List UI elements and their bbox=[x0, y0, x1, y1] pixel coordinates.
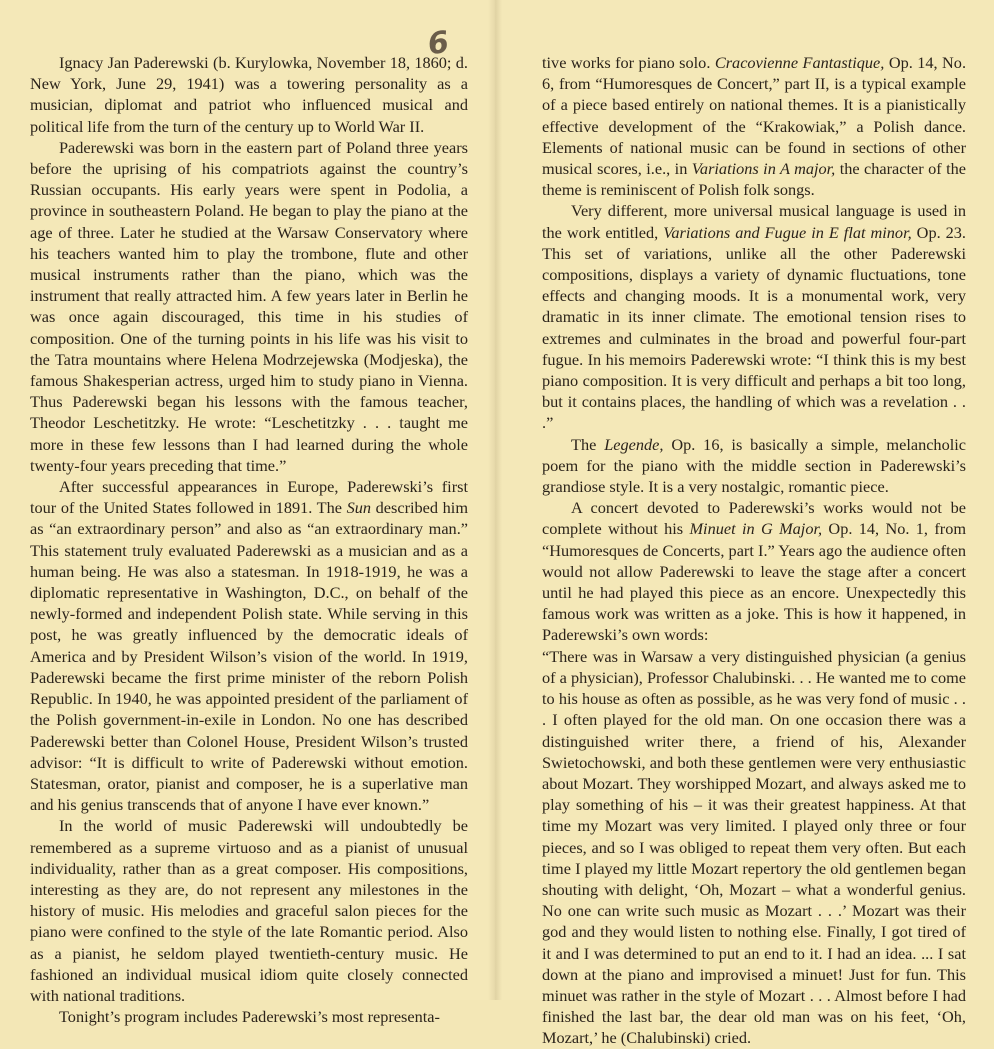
text-span: Op. 23. This set of variations, unlike all the other Paderewski compositions, displays a variety of dynamic fluctuations, tone effects and changing moods. It is a monumental work, very dramatic in its inner climate. The emotional tension rises to extremes and culminates in the broad and powerful four-part fugue. In his memoirs Paderewski wrote: “I think this is my best piano composition. It is very difficult and perhaps a bit too long, but it contains places, the handling of which was a revelation . . .” bbox=[542, 222, 967, 433]
text-span: The bbox=[571, 434, 605, 454]
paragraph-legende bbox=[542, 434, 966, 498]
text-span: tive works for piano solo. bbox=[542, 53, 715, 72]
quote-block: “There was in Warsaw a very distinguished physician (a genius of a physician), Professor Chalubinski. . . He wanted me to come to his house as often as possible, as he was very fond of music . . . I often played for the old man. On one occasion there was a distinguished writer there, a friend of his, Alexander Swietochowski, and both these gentlemen were very enthusiastic about Mozart. They worshipped Mozart, and always asked me to play something of his – it was their greatest happiness. At that time my Mozart was very limited. I played only three or four pieces, and so I was obliged to repeat them very often. But each time I played my little Mozart repertory the old gentlemen began shouting with delight, ‘Oh, Mozart – what a wonderful genius. No one can write such music as Mozart . . .’ Mozart was their god and they would listen to nothing else. Finally, I got tired of it and I was determined to put an end to it. I had an idea. ... I sat down at the piano and improvised a minuet! Just for fun. This minuet was rather in the style of Mozart . . . Almost before I had finished the last bar, the dear old man was on his feet, ‘Oh, Mozart,’ he (Chalubinski) cried. bbox=[542, 646, 966, 1048]
work-title: Variations and Fugue in E flat minor, bbox=[663, 222, 912, 242]
text-span: the character of the theme is reminiscent of Polish folk songs. bbox=[542, 159, 966, 200]
work-title: Variations in A major, bbox=[691, 159, 836, 179]
text-span: Very different, more universal musical language is used in the work entitled, bbox=[542, 201, 966, 242]
work-title: Legende, bbox=[604, 434, 664, 454]
text-span: A concert devoted to Paderewski’s works would not be complete without his bbox=[542, 498, 966, 539]
text-span: described him as “an extraordinary person” and also as “an extraordinary man.” This statement truly evaluated Paderewski as a musician and as a human being. He was also a statesman. In 1918-1919, he was a diplomatic representative in Washington, D.C., on behalf of the newly-formed and independent Polish state. While serving in this post, he was greatly influenced by the democratic ideals of America and by President Wilson’s vision of the world. In 1919, Paderewski became the first prime minister of the reborn Polish Republic. In 1940, he was appointed president of the parliament of the Polish government-in-exile in London. No one has described Paderewski better than Colonel House, President Wilson’s trusted advisor: “It is difficult to write of Paderewski without emotion. Statesman, orator, pianist and composer, he is a superlative man and his genius transcends that of anyone I have ever known.” bbox=[30, 498, 468, 815]
paragraph-program-start: Tonight’s program includes Paderewski’s most representa- bbox=[59, 1007, 440, 1027]
paragraph-intro: Ignacy Jan Paderewski (b. Kurylowka, November 18, 1860; d. New York, June 29, 1941) was a towering personality as a musician, diplomat and patriot who influenced musical and political life from the turn of the century up to World War II. bbox=[30, 53, 468, 136]
text-span: Op. 14, No. 6, from “Humoresques de Concert,” part II, is a typical example of a piece based entirely on national themes. It is a pianistically effective development of the “Krakowiak,” a Polish dance. Elements of national music can be found in sections of other musical scores, i.e., in bbox=[542, 53, 967, 179]
work-title: Minuet in G Major, bbox=[689, 519, 823, 539]
paragraph-cracovienne bbox=[542, 52, 966, 200]
text-span: Op. 14, No. 1, from “Humoresques de Concerts, part I.” Years ago the audience often would not allow Paderewski to leave the stage after a concert until he had played this piece as an encore. Unexpectedly this famous work was written as a joke. This is how it happened, in Paderewski’s own words: bbox=[542, 519, 967, 645]
paragraph-early-life: Paderewski was born in the eastern part of Poland three years before the uprising of his compatriots against the country’s Russian occupants. His early years were spent in Podolia, a province in southeastern Poland. He began to play the piano at the age of three. Later he studied at the Warsaw Conservatory where his teachers wanted him to play the trombone, flute and other musical instruments rather than the piano, which was the instrument that really attracted him. A few years later in Berlin he was once again discouraged, this time in his studies of composition. One of the turning points in his life was his visit to the Tatra mountains where Helena Modrzejewska (Modjeska), the famous Shakesperian actress, urged him to study piano in Vienna. Thus Paderewski began his lessons with the famous teacher, Theodor Leschetitzky. He wrote: “Leschetitzky . . . taught me more in these few lessons than I had learned during the whole twenty-four years preceding that time.” bbox=[30, 137, 468, 475]
publication-title: Sun bbox=[346, 498, 372, 518]
right-column bbox=[542, 52, 966, 1049]
paragraph-minuet bbox=[542, 497, 966, 645]
paragraph-career bbox=[30, 476, 468, 815]
left-column bbox=[30, 52, 468, 1027]
text-span: After successful appearances in Europe, Paderewski’s first tour of the United States followed in 1891. The bbox=[30, 477, 468, 518]
page-fold bbox=[488, 0, 502, 1000]
paragraph-variations bbox=[542, 200, 966, 433]
text-span: Op. 16, is basically a simple, melancholic poem for the piano with the middle section in Paderewski’s grandiose style. It is a very nostalgic, romantic piece. bbox=[542, 434, 966, 497]
work-title: Cracovienne Fantastique, bbox=[714, 53, 885, 72]
paragraph-music: In the world of music Paderewski will undoubtedly be remembered as a supreme virtuoso and as a pianist of unusual individuality, rather than as a great composer. His compositions, interesting as they are, do not represent any milestones in the history of music. His melodies and graceful salon pieces for the piano were confined to the style of the late Romantic period. Also as a pianist, he seldom played twentieth-century music. He fashioned an individual musical idiom quite closely connected with national traditions. bbox=[30, 816, 468, 1005]
handwritten-page-number: 6 bbox=[425, 24, 452, 63]
